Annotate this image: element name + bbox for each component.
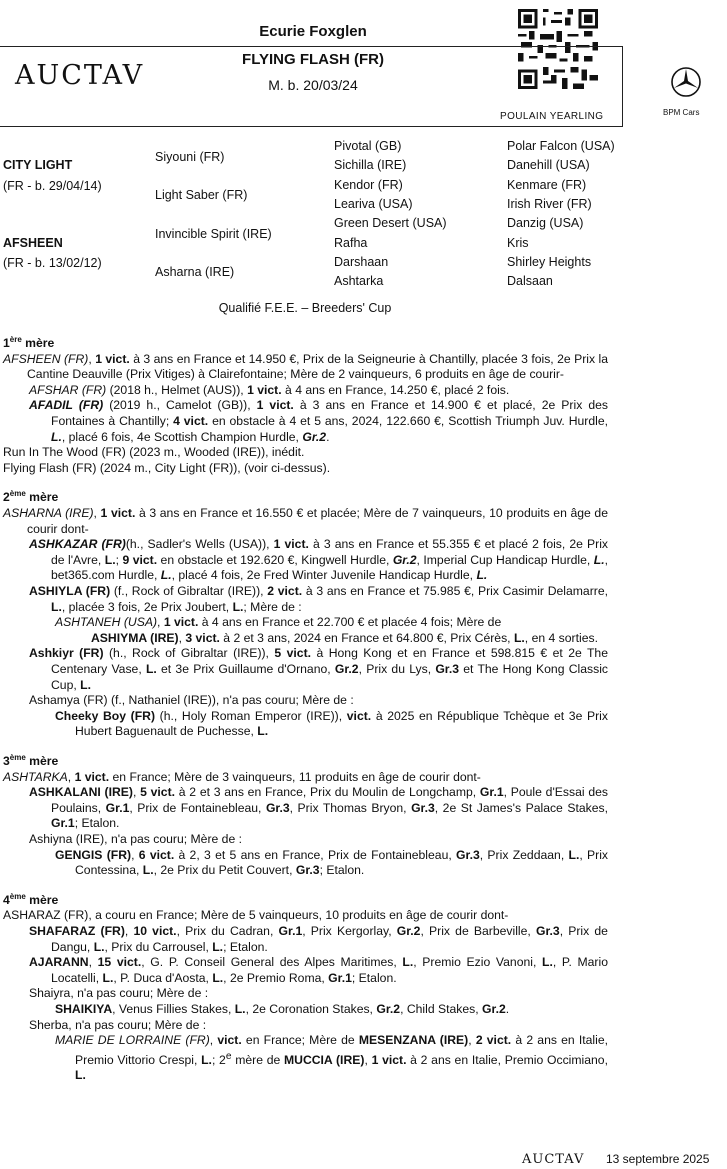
family-entry: Shaiyra, n'a pas couru; Mère de : xyxy=(29,986,209,1001)
pedigree-gen3: Green Desert (USA) xyxy=(334,216,447,230)
pedigree-gen4: Shirley Heights xyxy=(507,255,592,269)
consignor-name: Ecurie Foxglen xyxy=(259,23,367,40)
horse-name: FLYING FLASH (FR) xyxy=(242,51,384,68)
family-entry: ASHTANEH (USA), 1 vict. à 4 ans en France et 22.700 € et placée 4 fois; Mère de xyxy=(55,615,502,630)
pedigree-gen3: Rafha xyxy=(334,236,368,250)
family-entry: Ashkiyr (FR) (h., Rock of Gibraltar (IRE)), 5 vict. à Hong Kong et en France et 598.815 € et 2e The Centenary Vase, L. et 3e Prix Guillaume d'Ornano, Gr.2, Prix du Lys, Gr.3 et The Hong Kong Classic Cup, L. xyxy=(29,646,608,692)
pedigree-gen4: Kris xyxy=(507,236,529,250)
family-entry: MARIE DE LORRAINE (FR), vict. en France; Mère de MESENZANA (IRE), 2 vict. à 2 ans en Italie, Premio Vittorio Crespi, L.; 2e mère de MUCCIA (IRE), 1 vict. à 2 ans en Italie, Premio Occimiano, L. xyxy=(55,1033,608,1083)
family-entry: Cheeky Boy (FR) (h., Holy Roman Emperor (IRE)), vict. à 2025 en République Tchèque et 3e Prix Hubert Baguenault de Puchesse, L. xyxy=(55,708,608,739)
family-section-title: 3ème mère xyxy=(3,752,59,769)
pedigree-gen3: Leariva (USA) xyxy=(334,197,413,211)
pedigree-sire-info: (FR - b. 29/04/14) xyxy=(3,179,102,193)
family-entry: ASHARNA (IRE), 1 vict. à 3 ans en France et 16.550 € et placée; Mère de 7 vainqueurs, 10 produits en âge de courir dont- xyxy=(3,506,608,536)
pedigree-gen4: Danehill (USA) xyxy=(507,158,590,172)
family-entry: AFSHAR (FR) (2018 h., Helmet (AUS)), 1 vict. à 4 ans en France, 14.250 €, placé 2 fois. xyxy=(29,382,510,397)
category-label: POULAIN YEARLING xyxy=(500,111,604,122)
family-entry: ASHKALANI (IRE), 5 vict. à 2 et 3 ans en France, Prix du Moulin de Longchamp, Gr.1, Poule d'Essai des Poulains, Gr.1, Prix de Fontainebleau, Gr.3, Prix Thomas Bryon, Gr.3, 2e St James's Palace Stakes, Gr.1; Etalon. xyxy=(29,785,608,831)
footer-date: 13 septembre 2025 xyxy=(606,1152,710,1166)
header-rule-bottom xyxy=(0,126,623,127)
family-entry: AFSHEEN (FR), 1 vict. à 3 ans en France et 14.950 €, Prix de la Seigneurie à Chantilly, placée 3 fois, 2e Prix la Cantine Deauville (Prix Vitiges) à Clairefontaine; Mère de 2 vainqueurs, 6 produits en âge de courir- xyxy=(3,351,608,382)
pedigree-gen2: Light Saber (FR) xyxy=(155,188,248,202)
pedigree-gen4: Kenmare (FR) xyxy=(507,178,587,192)
pedigree-gen2: Invincible Spirit (IRE) xyxy=(155,227,272,241)
family-section-title: 1ère mère xyxy=(3,335,55,351)
family-entry: AFADIL (FR) (2019 h., Camelot (GB)), 1 vict. à 3 ans en France et 14.900 € et placé, 2e Prix des Fontaines à Chantilly; 4 vict. en obstacle à 4 et 5 ans, 2024, 122.660 €, Scottish Triumph Juv. Hurdle, L., placé 6 fois, 4e Scottish Champion Hurdle, Gr.2. xyxy=(29,398,608,444)
pedigree-gen3: Pivotal (GB) xyxy=(334,139,402,153)
pedigree-gen2: Siyouni (FR) xyxy=(155,150,225,164)
pedigree-gen4: Danzig (USA) xyxy=(507,216,584,230)
family-entry: Flying Flash (FR) (2024 m., City Light (FR)), (voir ci-dessus). xyxy=(3,460,331,475)
family-entry: GENGIS (FR), 6 vict. à 2, 3 et 5 ans en France, Prix de Fontainebleau, Gr.3, Prix Zeddaan, L., Prix Contessina, L., 2e Prix du Petit Couvert, Gr.3; Etalon. xyxy=(55,847,609,878)
family-entry: Run In The Wood (FR) (2023 m., Wooded (IRE)), inédit. xyxy=(3,445,305,460)
family-entry: AJARANN, 15 vict., G. P. Conseil General des Alpes Maritimes, L., Premio Ezio Vanoni, L., P. Mario Locatelli, L., P. Duca d'Aosta, L., 2e Premio Roma, Gr.1; Etalon. xyxy=(29,955,608,985)
pedigree-gen3: Sichilla (IRE) xyxy=(334,158,407,172)
pedigree-gen3: Kendor (FR) xyxy=(334,178,403,192)
pedigree-gen4: Polar Falcon (USA) xyxy=(507,139,615,153)
family-entry: Ashamya (FR) (f., Nathaniel (IRE)), n'a pas couru; Mère de : xyxy=(29,693,354,708)
family-entry: ASHARAZ (FR), a couru en France; Mère de 5 vainqueurs, 10 produits en âge de courir dont- xyxy=(3,908,509,923)
pedigree-gen3: Ashtarka xyxy=(334,274,384,288)
qr-code-icon xyxy=(518,9,598,89)
family-section-title: 4ème mère xyxy=(3,891,59,907)
pedigree-gen2: Asharna (IRE) xyxy=(155,265,235,279)
sponsor-name: BPM Cars xyxy=(663,108,700,117)
family-entry: SHAFARAZ (FR), 10 vict., Prix du Cadran, Gr.1, Prix Kergorlay, Gr.2, Prix de Barbeville, Gr.3, Prix de Dangu, L., Prix du Carrousel, L.; Etalon. xyxy=(29,924,608,954)
pedigree-gen3: Darshaan xyxy=(334,255,389,269)
family-entry: SHAIKIYA, Venus Fillies Stakes, L., 2e Coronation Stakes, Gr.2, Child Stakes, Gr.2. xyxy=(55,1002,510,1016)
family-entry: ASHIYLA (FR) (f., Rock of Gibraltar (IRE)), 2 vict. à 3 ans en France et 75.985 €, Prix Casimir Delamarre, L., placée 3 fois, 2e Prix Joubert, L.; Mère de : xyxy=(29,584,608,614)
qualification-note: Qualifié F.E.E. – Breeders' Cup xyxy=(218,301,392,315)
footer-logo: AUCTAV xyxy=(522,1152,585,1167)
auctav-logo: AUCTAV xyxy=(15,60,145,91)
family-entry: ASHKAZAR (FR)(h., Sadler's Wells (USA)), 1 vict. à 3 ans en France et 55.355 € et placé 2 fois, 2e Prix de l'Avre, L.; 9 vict. en obstacle et 192.620 €, Kingwell Hurdle, Gr.2, Imperial Cup Handicap Hurdle, L., bet365.com Hurdle, L., placé 4 fois, 2e Fred Winter Juvenile Handicap Hurdle, L. xyxy=(29,537,608,583)
star-emblem-icon xyxy=(670,66,702,98)
family-entry: Sherba, n'a pas couru; Mère de : xyxy=(29,1017,207,1032)
family-history xyxy=(3,332,609,1083)
family-entry: Ashiyna (IRE), n'a pas couru; Mère de : xyxy=(29,832,242,846)
pedigree-dam-info: (FR - b. 13/02/12) xyxy=(3,256,102,270)
pedigree-dam: AFSHEEN xyxy=(3,236,63,250)
pedigree-sire: CITY LIGHT xyxy=(3,158,73,172)
pedigree-gen4: Irish River (FR) xyxy=(507,197,592,211)
family-entry: ASHTARKA, 1 vict. en France; Mère de 3 vainqueurs, 11 produits en âge de courir dont- xyxy=(3,769,481,784)
horse-birth: M. b. 20/03/24 xyxy=(268,77,358,93)
header-rule-top xyxy=(0,46,622,47)
family-entry: ASHIYMA (IRE), 3 vict. à 2 et 3 ans, 2024 en France et 64.800 €, Prix Cérès, L., en 4 sorties. xyxy=(91,630,598,645)
header-rule-vertical xyxy=(622,46,623,126)
pedigree-gen4: Dalsaan xyxy=(507,274,553,288)
family-section-title: 2ème mère xyxy=(3,489,59,505)
